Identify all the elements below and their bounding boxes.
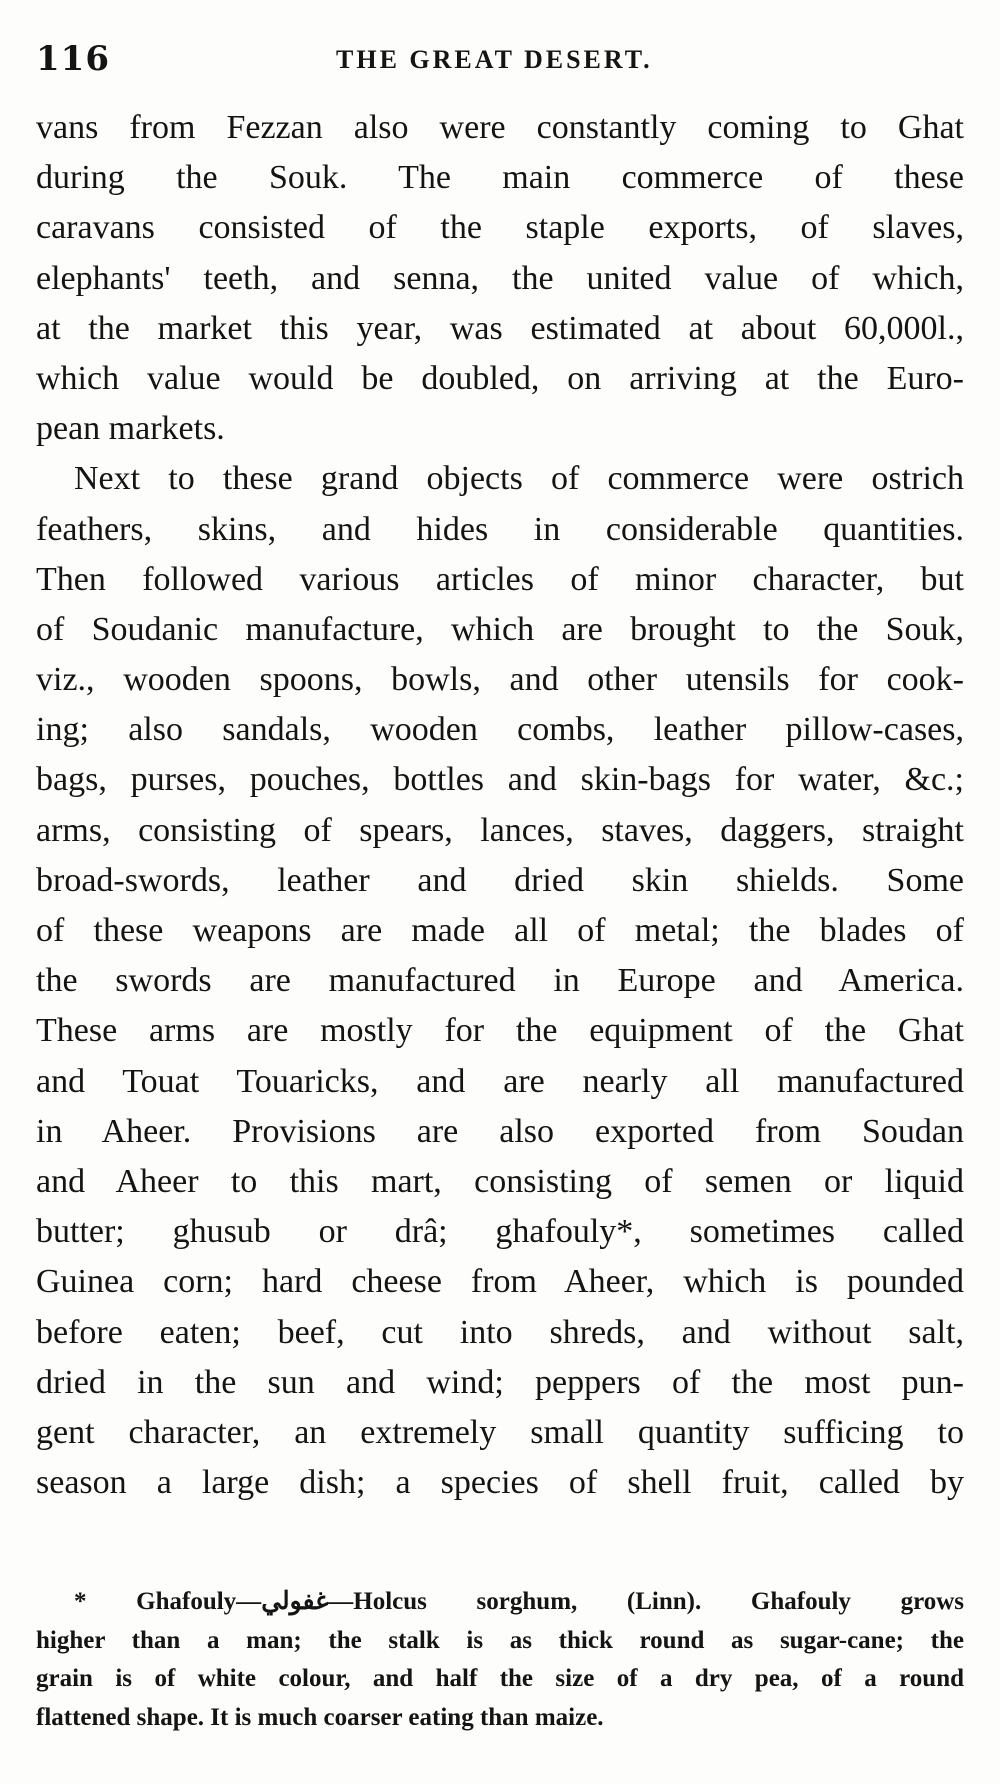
text-line: pean markets. <box>36 410 225 448</box>
text-line: during the Souk. The main commerce of these <box>36 159 964 197</box>
text-line: Next to these grand objects of commerce were ostrich <box>74 460 964 498</box>
text-line: vans from Fezzan also were constantly coming to Ghat <box>36 109 964 146</box>
text-line: caravans consisted of the staple exports, of slaves, <box>36 209 964 247</box>
text-line: dried in the sun and wind; peppers of the most pun- <box>36 1363 964 1401</box>
text-line: and Aheer to this mart, consisting of semen or liquid <box>36 1162 964 1200</box>
text-line: of Soudanic manufacture, which are brought to the Souk, <box>36 610 964 648</box>
footnote-line: flattened shape. It is much coarser eating than maize. <box>36 1703 604 1731</box>
page-header <box>36 34 964 84</box>
footnote-line: * Ghafouly—غفولي—Holcus sorghum, (Linn). Ghafouly grows <box>74 1588 965 1615</box>
text-line: at the market this year, was estimated at about 60,000l., <box>36 309 964 347</box>
text-line: gent character, an extremely small quantity sufficing to <box>36 1413 964 1451</box>
text-line: and Touat Touaricks, and are nearly all manufactured <box>36 1062 964 1100</box>
text-line: season a large dish; a species of shell fruit, called by <box>36 1464 964 1502</box>
text-line: elephants' teeth, and senna, the united value of which, <box>36 259 964 297</box>
text-line: arms, consisting of spears, lances, staves, daggers, straight <box>36 811 964 849</box>
text-line: feathers, skins, and hides in considerable quantities. <box>36 510 964 548</box>
text-line: These arms are mostly for the equipment of the Ghat <box>36 1012 964 1050</box>
footnote-line: higher than a man; the stalk is as thick round as sugar-cane; the <box>36 1626 964 1654</box>
body-text <box>36 103 964 1508</box>
text-line: which value would be doubled, on arriving at the Euro- <box>36 359 964 397</box>
text-line: broad-swords, leather and dried skin shields. Some <box>36 861 964 899</box>
text-line: Then followed various articles of minor character, but <box>36 560 964 598</box>
text-line: ing; also sandals, wooden combs, leather pillow-cases, <box>36 711 964 749</box>
footnote-line: grain is of white colour, and half the size of a dry pea, of a round <box>36 1665 964 1692</box>
text-line: viz., wooden spoons, bowls, and other utensils for cook- <box>36 661 964 699</box>
running-head: THE GREAT DESERT. <box>336 45 653 74</box>
text-line: Guinea corn; hard cheese from Aheer, which is pounded <box>36 1263 964 1301</box>
page-number: 116 <box>36 39 110 79</box>
text-line: of these weapons are made all of metal; the blades of <box>36 912 964 949</box>
text-line: bags, purses, pouches, bottles and skin-bags for water, &c.; <box>36 761 964 799</box>
text-line: before eaten; beef, cut into shreds, and without salt, <box>36 1313 964 1351</box>
text-line: butter; ghusub or drâ; ghafouly*, sometimes called <box>36 1213 964 1251</box>
footnote <box>36 1583 964 1737</box>
text-line: in Aheer. Provisions are also exported from Soudan <box>36 1112 964 1150</box>
text-line: the swords are manufactured in Europe and America. <box>36 962 964 1000</box>
